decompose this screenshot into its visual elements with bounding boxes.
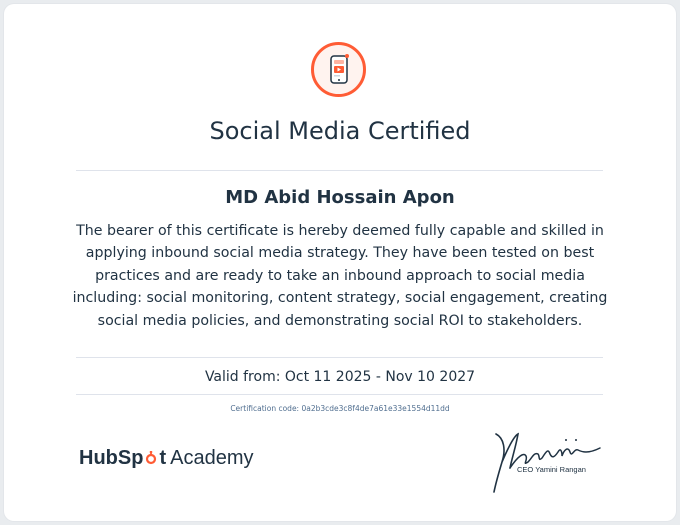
certification-code: Certification code: 0a2b3cde3c8f4de7a61e33e1554d11dd	[230, 404, 450, 413]
logo-text-hubsp: HubSp	[79, 447, 144, 469]
recipient-name: MD Abid Hossain Apon	[225, 187, 455, 208]
validity-period: Valid from: Oct 11 2025 - Nov 10 2027	[204, 369, 476, 385]
certificate-description: The bearer of this certificate is hereby deemed fully capable and skilled in applying inbound social media strategy. They have been tested on best practices and are ready to take an inbound approach to social media including: social monitoring, content strategy, social engagement, creating social media policies, and demonstrating social ROI to stakeholders.	[72, 223, 608, 329]
hubspot-academy-logo	[79, 447, 253, 470]
signer-caption: CEO Yamini Rangan	[517, 465, 586, 474]
phone-social-icon	[311, 42, 366, 97]
certificate-title: Social Media Certified	[209, 117, 471, 145]
logo-text-t: t	[159, 447, 167, 469]
divider	[76, 170, 603, 171]
divider	[76, 394, 603, 395]
divider	[76, 357, 603, 358]
hubspot-sprocket-icon	[144, 448, 158, 462]
logo-text-academy: Academy	[170, 447, 254, 469]
